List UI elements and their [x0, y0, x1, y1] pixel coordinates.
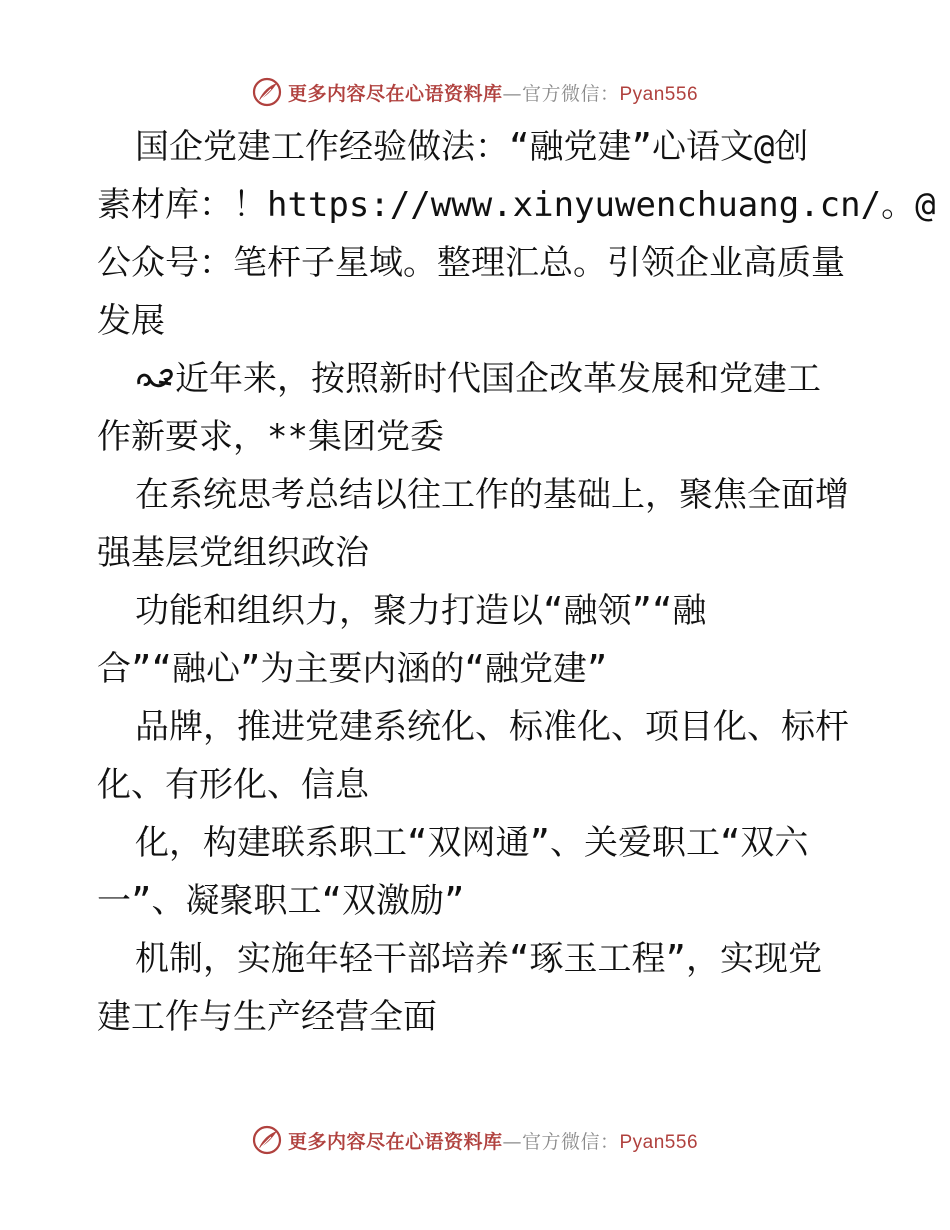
body-line-3: 公众号：笔杆子星域。整理汇总。引领企业高质量: [97, 243, 845, 283]
body-line-9: 功能和组织力，聚力打造以“融领”“融: [135, 591, 707, 631]
document-body: [97, 118, 936, 1046]
feather-quill-logo-icon: [252, 77, 282, 107]
footer-banner-text: [288, 1127, 698, 1154]
header-banner-contact-label: 官方微信：: [521, 82, 620, 105]
body-line-5-text: 近年来，按照新时代国企改革发展和党建工: [175, 359, 821, 399]
header-banner[interactable]: [0, 72, 950, 112]
footer-banner-main: 更多内容尽在心语资料库: [287, 1130, 503, 1153]
body-line-2: 素材库：！https://www.xinyuwenchuang.cn/。@: [97, 185, 936, 225]
feather-quill-logo-icon: [252, 1125, 282, 1155]
body-line-11: 品牌，推进党建系统化、标准化、项目化、标杆: [135, 707, 849, 747]
body-line-4: 发展: [97, 301, 165, 341]
body-line-7: 在系统思考总结以往工作的基础上，聚焦全面增: [135, 475, 849, 515]
footer-banner[interactable]: [0, 1120, 950, 1160]
footer-banner-handle: Pyan556: [619, 1131, 699, 1153]
body-line-15: 机制，实施年轻干部培养“琢玉工程”，实现党: [135, 939, 822, 979]
body-line-5: [97, 350, 857, 408]
header-banner-main: 更多内容尽在心语资料库: [287, 82, 503, 105]
header-banner-handle: Pyan556: [619, 83, 699, 105]
footer-banner-contact-label: 官方微信：: [521, 1130, 620, 1153]
flower-ornament-icon: [135, 362, 175, 396]
body-line-13: 化，构建联系职工“双网通”、关爱职工“双六: [135, 823, 809, 863]
body-line-8: 强基层党组织政治: [97, 533, 369, 573]
header-banner-dash: —: [502, 82, 522, 105]
body-line-1: 国企党建工作经验做法：“融党建”心语文@创: [135, 127, 809, 167]
body-line-16: 建工作与生产经营全面: [97, 997, 437, 1037]
body-line-12: 化、有形化、信息: [97, 765, 369, 805]
body-line-10: 合”“融心”为主要内涵的“融党建”: [97, 649, 608, 689]
body-line-6: 作新要求，**集团党委: [97, 417, 444, 457]
header-banner-text: [288, 79, 698, 106]
footer-banner-dash: —: [502, 1130, 522, 1153]
body-line-14: 一”、凝聚职工“双激励”: [97, 881, 465, 921]
